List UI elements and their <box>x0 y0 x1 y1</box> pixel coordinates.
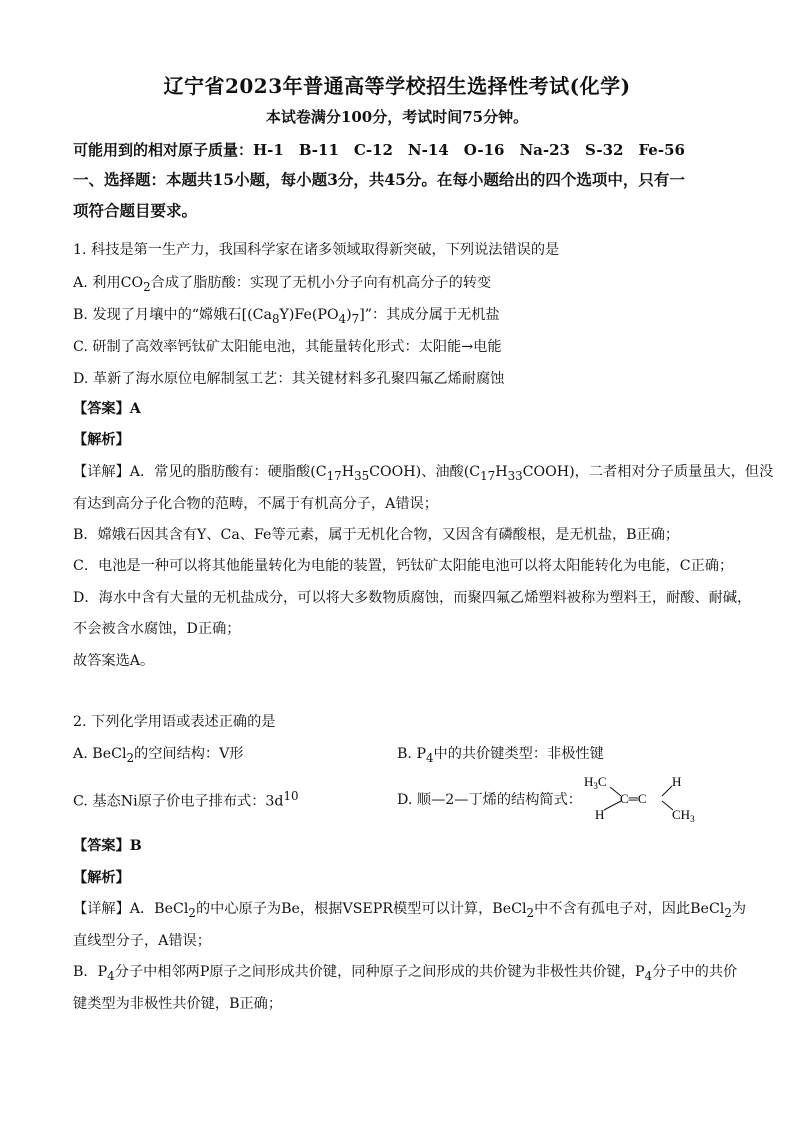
q1-detail-c: C．电池是一种可以将其他能量转化为电能的装置，钙钛矿太阳能电池可以将太阳能转化为电能，C正确； <box>73 558 734 574</box>
mol-double-bond: C═C <box>620 791 647 806</box>
q1-option-d: D. 革新了海水原位电解制氢工艺：其关键材料多孔聚四氟乙烯耐腐蚀 <box>73 371 505 387</box>
q2-option-c: C. 基态Ni原子价电子排布式：$3d^{10}$ <box>73 789 299 810</box>
page-title: 辽宁省2023年普通高等学校招生选择性考试(化学) <box>163 74 631 98</box>
q2-option-a: A. BeCl$_2$的空间结构：V形 <box>73 746 244 765</box>
mol-h-top-right: H <box>672 774 682 789</box>
q1-detail-d-line1: D．海水中含有大量的无机盐成分，可以将大多数物质腐蚀，而聚四氟乙烯塑料被称为塑料王，耐酸、耐碱， <box>73 590 752 606</box>
q2-detail-a-line2: 直线型分子，A错误； <box>73 933 211 949</box>
exam-subtitle: 本试卷满分100分，考试时间75分钟。 <box>265 108 529 126</box>
q2-option-d: D. 顺—2—丁烯的结构简式： <box>397 792 582 808</box>
q1-answer: 【答案】A <box>73 401 141 417</box>
q1-detail-a-line1: 【详解】A．常见的脂肪酸有：硬脂酸$(C_{17}H_{35}COOH)$、油酸$(C_{17}H_{33}COOH)$，二者相对分子质量虽大，但没 <box>73 464 774 483</box>
q1-option-c: C. 研制了高效率钙钛矿太阳能电池，其能量转化形式：太阳能→电能 <box>73 339 502 355</box>
section-heading-line1: 一、选择题：本题共15小题，每小题3分，共45分。在每小题给出的四个选项中，只有一 <box>73 170 685 189</box>
cis-2-butene-structure <box>580 772 710 824</box>
mol-ch3: $CH_3$ <box>672 807 695 824</box>
mol-h3c: $H_3C$ <box>584 774 607 791</box>
q1-option-a: A. 利用$CO_2$合成了脂肪酸：实现了无机小分子向有机高分子的转变 <box>73 275 492 294</box>
q1-detail-d-line2: 不会被含水腐蚀，D正确； <box>73 621 241 637</box>
q1-detail-a-line2: 有达到高分子化合物的范畴，不属于有机高分子，A错误； <box>73 496 438 512</box>
section-heading-line2: 项符合题目要求。 <box>73 201 198 220</box>
q1-stem: 1. 科技是第一生产力，我国科学家在诸多领域取得新突破，下列说法错误的是 <box>73 242 560 258</box>
q2-answer: 【答案】B <box>73 838 142 854</box>
q2-option-b: B. $P_4$中的共价键类型：非极性键 <box>397 746 604 765</box>
q2-stem: 2. 下列化学用语或表述正确的是 <box>73 714 276 730</box>
q1-conclusion: 故答案选A。 <box>73 653 155 669</box>
q2-detail-b-line1: B．$P_4$分子中相邻两P原子之间形成共价键，同种原子之间形成的共价键为非极性共价键，$P_4$分子中的共价 <box>73 964 738 983</box>
q1-option-b: B. 发现了月壤中的“嫦娥石$[(Ca_8Y)Fe(PO_4)_7]$”：其成分属于无机盐 <box>73 307 500 326</box>
mol-bond-bl <box>604 801 621 810</box>
q1-detail-b: B．嫦娥石因其含有Y、Ca、Fe等元素，属于无机化合物，又因含有磷酸根，是无机盐，B正确； <box>73 527 680 543</box>
q2-detail-a-line1: 【详解】A．BeCl$_2$的中心原子为Be，根据VSEPR模型可以计算，BeCl$_2$中不含有孤电子对，因此BeCl$_2$为 <box>73 901 747 920</box>
atomic-masses: 可能用到的相对原子质量：H-1 B-11 C-12 N-14 O-16 Na-23 S-32 Fe-56 <box>73 141 685 159</box>
q2-analysis-label: 【解析】 <box>73 870 130 886</box>
mol-h-bottom-left: H <box>595 807 605 822</box>
q2-detail-b-line2: 键类型为非极性共价键，B正确； <box>73 996 283 1012</box>
q1-analysis-label: 【解析】 <box>73 432 130 448</box>
mol-bond-tr <box>662 786 672 796</box>
mol-bond-br <box>662 801 673 810</box>
